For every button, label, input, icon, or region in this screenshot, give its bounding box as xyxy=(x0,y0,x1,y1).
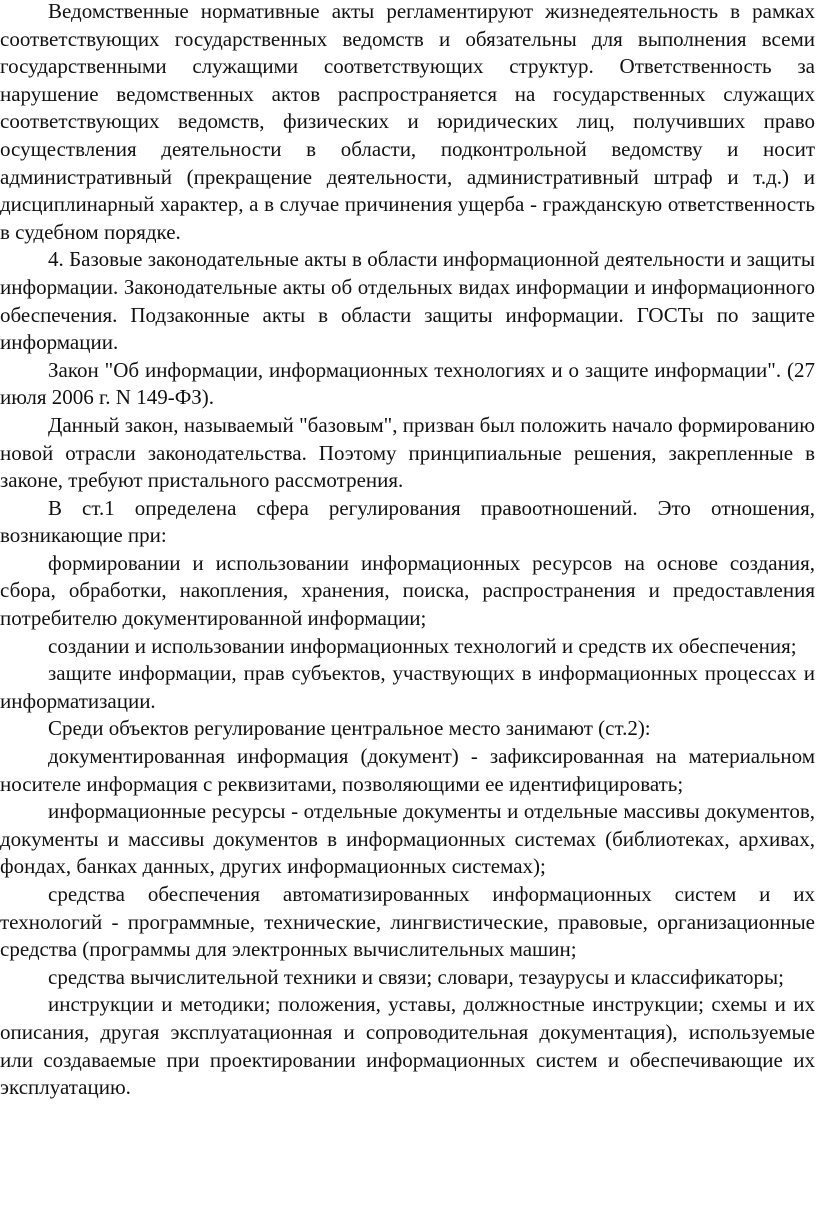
list-item-instructions: инструкции и методики; положения, уставы, должностные инструкции; схемы и их описания, другая эксплуатационная и сопроводительная документация), используемые или создаваемые при проектировании информационных систем и обеспечивающие их эксплуатацию. xyxy=(0,992,815,1100)
paragraph-article-1: В ст.1 определена сфера регулирования правоотношений. Это отношения, возникающие при: xyxy=(0,495,815,548)
list-item-support-means: средства обеспечения автоматизированных информационных систем и их технологий - программные, технические, лингвистические, правовые, организационные средства (программы для электронных вычислительных машин; xyxy=(0,882,815,962)
list-item-computing-means: средства вычислительной техники и связи; словари, тезаурусы и классификаторы; xyxy=(48,964,784,989)
list-item-documented-information: документированная информация (документ) - зафиксированная на материальном носителе информация с реквизитами, позволяющими ее идентифицировать; xyxy=(0,744,815,796)
list-item-creating-technologies: создании и использовании информационных технологий и средств их обеспечения; xyxy=(48,633,797,658)
paragraph-law-title: Закон "Об информации, информационных технологиях и о защите информации". (27 июля 2006 г. N 149-ФЗ). xyxy=(0,357,815,410)
paragraph-base-law: Данный закон, называемый "базовым", призван был положить начало формированию новой отрасли законодательства. Поэтому принципиальные решения, закрепленные в законе, требуют пристального рассмотрения. xyxy=(0,412,815,493)
paragraph-section-4-heading: 4. Базовые законодательные акты в области информационной деятельности и защиты информации. Законодательные акты об отдельных видах информации и информационного обеспечения. Подзаконные акты в области защиты информации. ГОСТы по защите информации. xyxy=(0,247,815,355)
list-item-protecting-information: защите информации, прав субъектов, участвующих в информационных процессах и информатизации. xyxy=(0,661,815,713)
paragraph-departmental-acts: Ведомственные нормативные акты регламентируют жизнедеятельность в рамках соответствующих государственных ведомств и обязательны для выполнения всеми государственными служащими соответствующих структур. Ответственность за нарушение ведомственных актов распространяется на государственных служащих соответствующих ведомств, физических и юридических лиц, получивших право осуществления деятельности в области, подконтрольной ведомству и носит административный (прекращение деятельности, административный штраф и т.д.) и дисциплинарный характер, а в случае причинения ущерба - гражданскую ответственность в судебном порядке. xyxy=(0,0,815,244)
paragraph-article-2: Среди объектов регулирование центральное место занимают (ст.2): xyxy=(48,716,651,741)
list-item-forming-resources: формировании и использовании информационных ресурсов на основе создания, сбора, обработки, накопления, хранения, поиска, распространения и предоставления потребителю документированной информации; xyxy=(0,550,815,631)
list-item-information-resources: информационные ресурсы - отдельные документы и отдельные массивы документов, документы и массивы документов в информационных системах (библиотеках, архивах, фондах, банках данных, других информационных системах); xyxy=(0,799,815,879)
